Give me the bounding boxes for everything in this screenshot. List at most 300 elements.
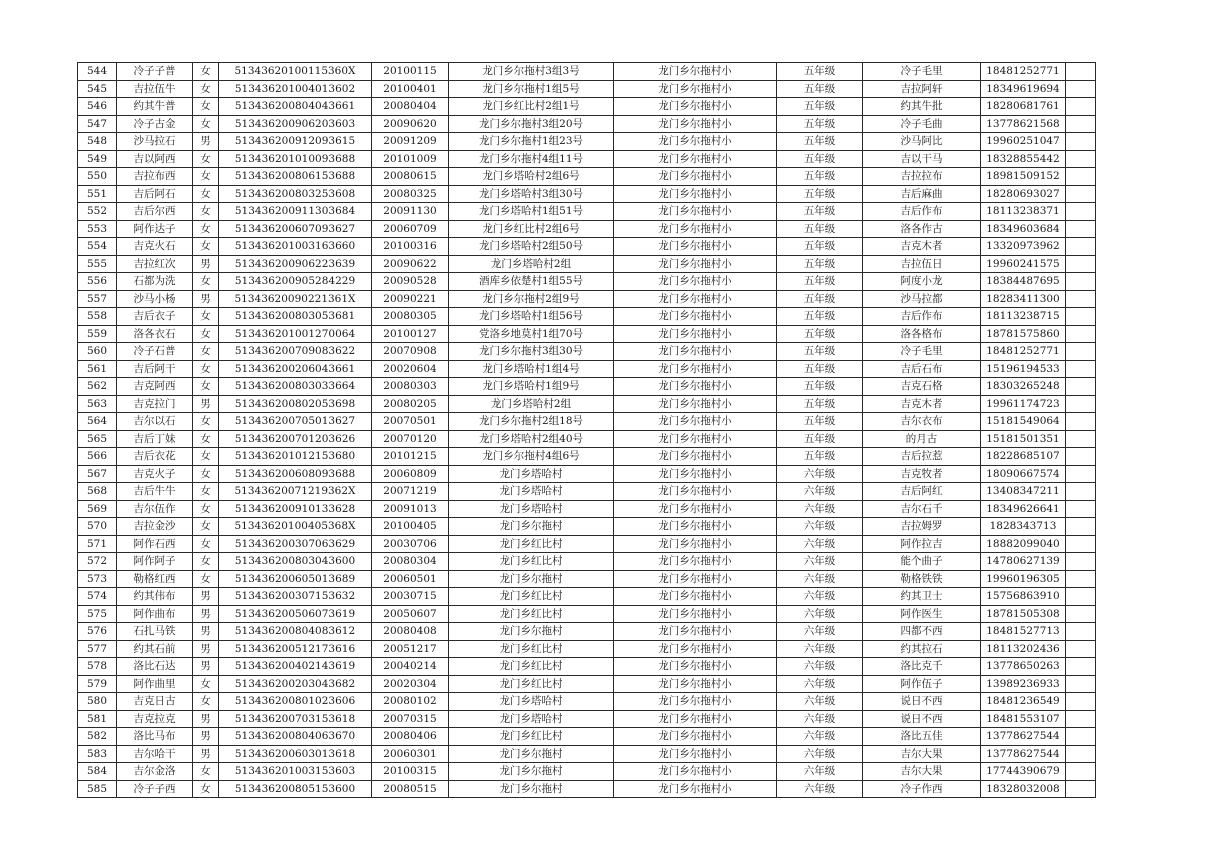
home-address-cell: 龙门乡塔哈村2组 [449,255,614,273]
birth-date-cell: 20080205 [372,395,449,413]
birth-date-cell: 20100127 [372,325,449,343]
guardian-name-cell: 阿作拉吉 [863,535,981,553]
school-cell: 龙门乡尔拖村小 [614,185,777,203]
row-number-cell: 585 [78,780,117,798]
row-number-cell: 554 [78,238,117,256]
phone-number-cell: 13778621568 [981,115,1066,133]
table-row [78,553,1096,571]
blank-cell [1066,115,1096,133]
student-name-cell: 吉拉伍牛 [117,80,193,98]
guardian-name-cell: 说日不西 [863,710,981,728]
id-number-cell: 513436200910133628 [219,500,372,518]
home-address-cell: 龙门乡塔哈村2组6号 [449,168,614,186]
table-row [78,518,1096,536]
blank-cell [1066,203,1096,221]
blank-cell [1066,255,1096,273]
birth-date-cell: 20080615 [372,168,449,186]
table-row [78,693,1096,711]
home-address-cell: 龙门乡尔拖村 [449,763,614,781]
blank-cell [1066,63,1096,81]
guardian-name-cell: 吉后石布 [863,360,981,378]
home-address-cell: 龙门乡尔拖村2组9号 [449,290,614,308]
table-row [78,710,1096,728]
student-name-cell: 约其石前 [117,640,193,658]
gender-cell: 女 [193,203,219,221]
grade-cell: 五年级 [777,220,863,238]
phone-number-cell: 18481236549 [981,693,1066,711]
student-name-cell: 吉后尔西 [117,203,193,221]
birth-date-cell: 20050607 [372,605,449,623]
row-number-cell: 561 [78,360,117,378]
phone-number-cell: 18328032008 [981,780,1066,798]
row-number-cell: 548 [78,133,117,151]
guardian-name-cell: 吉拉阿轩 [863,80,981,98]
phone-number-cell: 18349626641 [981,500,1066,518]
birth-date-cell: 20100316 [372,238,449,256]
school-cell: 龙门乡尔拖村小 [614,255,777,273]
home-address-cell: 龙门乡塔哈村1组51号 [449,203,614,221]
id-number-cell: 513436200805153600 [219,780,372,798]
table-row [78,413,1096,431]
table-row [78,63,1096,81]
student-name-cell: 吉后阿石 [117,185,193,203]
guardian-name-cell: 吉后作布 [863,203,981,221]
home-address-cell: 龙门乡尔拖村 [449,745,614,763]
table-row [78,238,1096,256]
table-row [78,325,1096,343]
table-row [78,588,1096,606]
id-number-cell: 513436200206043661 [219,360,372,378]
row-number-cell: 544 [78,63,117,81]
table-row [78,290,1096,308]
gender-cell: 女 [193,465,219,483]
birth-date-cell: 20091130 [372,203,449,221]
blank-cell [1066,133,1096,151]
phone-number-cell: 18384487695 [981,273,1066,291]
student-name-cell: 吉尔伍作 [117,500,193,518]
phone-number-cell: 15196194533 [981,360,1066,378]
grade-cell: 六年级 [777,500,863,518]
blank-cell [1066,570,1096,588]
home-address-cell: 龙门乡塔哈村1组4号 [449,360,614,378]
table-row [78,763,1096,781]
birth-date-cell: 20090622 [372,255,449,273]
school-cell: 龙门乡尔拖村小 [614,710,777,728]
grade-cell: 五年级 [777,343,863,361]
id-number-cell: 513436200607093627 [219,220,372,238]
guardian-name-cell: 能个曲子 [863,553,981,571]
gender-cell: 女 [193,763,219,781]
student-name-cell: 勒格红西 [117,570,193,588]
phone-number-cell: 18349619694 [981,80,1066,98]
phone-number-cell: 18090667574 [981,465,1066,483]
student-name-cell: 冷子子普 [117,63,193,81]
table-row [78,168,1096,186]
birth-date-cell: 20080515 [372,780,449,798]
guardian-name-cell: 吉尔石千 [863,500,981,518]
id-number-cell: 513436200803053681 [219,308,372,326]
birth-date-cell: 20080406 [372,728,449,746]
table-row [78,395,1096,413]
phone-number-cell: 18781505308 [981,605,1066,623]
school-cell: 龙门乡尔拖村小 [614,658,777,676]
blank-cell [1066,220,1096,238]
home-address-cell: 龙门乡尔拖村 [449,623,614,641]
home-address-cell: 酒库乡依楚村1组55号 [449,273,614,291]
gender-cell: 女 [193,360,219,378]
grade-cell: 五年级 [777,413,863,431]
gender-cell: 女 [193,675,219,693]
school-cell: 龙门乡尔拖村小 [614,448,777,466]
home-address-cell: 龙门乡塔哈村 [449,710,614,728]
gender-cell: 女 [193,238,219,256]
id-number-cell: 513436200906223639 [219,255,372,273]
blank-cell [1066,395,1096,413]
home-address-cell: 龙门乡红比村 [449,553,614,571]
guardian-name-cell: 阿度小龙 [863,273,981,291]
student-name-cell: 阿作达子 [117,220,193,238]
guardian-name-cell: 冷子毛里 [863,63,981,81]
id-number-cell: 513436201012153680 [219,448,372,466]
birth-date-cell: 20060501 [372,570,449,588]
blank-cell [1066,553,1096,571]
student-name-cell: 约其伟布 [117,588,193,606]
row-number-cell: 579 [78,675,117,693]
gender-cell: 男 [193,605,219,623]
row-number-cell: 573 [78,570,117,588]
school-cell: 龙门乡尔拖村小 [614,570,777,588]
school-cell: 龙门乡尔拖村小 [614,290,777,308]
home-address-cell: 龙门乡红比村2组6号 [449,220,614,238]
grade-cell: 五年级 [777,63,863,81]
school-cell: 龙门乡尔拖村小 [614,80,777,98]
student-name-cell: 吉克日古 [117,693,193,711]
row-number-cell: 584 [78,763,117,781]
gender-cell: 男 [193,588,219,606]
student-name-cell: 吉后阿干 [117,360,193,378]
id-number-cell: 51343620100115360X [219,63,372,81]
gender-cell: 男 [193,640,219,658]
school-cell: 龙门乡尔拖村小 [614,325,777,343]
id-number-cell: 513436201003163660 [219,238,372,256]
blank-cell [1066,728,1096,746]
row-number-cell: 566 [78,448,117,466]
student-name-cell: 吉拉布西 [117,168,193,186]
birth-date-cell: 20070120 [372,430,449,448]
grade-cell: 五年级 [777,395,863,413]
grade-cell: 六年级 [777,465,863,483]
row-number-cell: 546 [78,98,117,116]
birth-date-cell: 20030706 [372,535,449,553]
guardian-name-cell: 约其牛批 [863,98,981,116]
grade-cell: 五年级 [777,98,863,116]
grade-cell: 五年级 [777,378,863,396]
grade-cell: 五年级 [777,80,863,98]
school-cell: 龙门乡尔拖村小 [614,378,777,396]
blank-cell [1066,413,1096,431]
row-number-cell: 578 [78,658,117,676]
row-number-cell: 555 [78,255,117,273]
row-number-cell: 580 [78,693,117,711]
row-number-cell: 582 [78,728,117,746]
phone-number-cell: 18283411300 [981,290,1066,308]
student-name-cell: 冷子古金 [117,115,193,133]
birth-date-cell: 20100115 [372,63,449,81]
blank-cell [1066,483,1096,501]
guardian-name-cell: 约其拉石 [863,640,981,658]
row-number-cell: 570 [78,518,117,536]
blank-cell [1066,535,1096,553]
phone-number-cell: 13989236933 [981,675,1066,693]
birth-date-cell: 20060709 [372,220,449,238]
row-number-cell: 577 [78,640,117,658]
home-address-cell: 龙门乡尔拖村3组20号 [449,115,614,133]
id-number-cell: 513436200911303684 [219,203,372,221]
gender-cell: 女 [193,80,219,98]
school-cell: 龙门乡尔拖村小 [614,605,777,623]
guardian-name-cell: 勒格铁铁 [863,570,981,588]
home-address-cell: 龙门乡红比村 [449,535,614,553]
table-row [78,273,1096,291]
birth-date-cell: 20040214 [372,658,449,676]
grade-cell: 五年级 [777,238,863,256]
blank-cell [1066,745,1096,763]
school-cell: 龙门乡尔拖村小 [614,430,777,448]
grade-cell: 五年级 [777,185,863,203]
birth-date-cell: 20020604 [372,360,449,378]
row-number-cell: 568 [78,483,117,501]
phone-number-cell: 18349603684 [981,220,1066,238]
gender-cell: 女 [193,448,219,466]
home-address-cell: 龙门乡塔哈村 [449,483,614,501]
phone-number-cell: 18303265248 [981,378,1066,396]
student-name-cell: 吉克拉门 [117,395,193,413]
school-cell: 龙门乡尔拖村小 [614,518,777,536]
school-cell: 龙门乡尔拖村小 [614,745,777,763]
grade-cell: 六年级 [777,693,863,711]
table-row [78,500,1096,518]
birth-date-cell: 20020304 [372,675,449,693]
home-address-cell: 龙门乡尔拖村 [449,780,614,798]
blank-cell [1066,623,1096,641]
row-number-cell: 558 [78,308,117,326]
blank-cell [1066,238,1096,256]
blank-cell [1066,588,1096,606]
birth-date-cell: 20100315 [372,763,449,781]
grade-cell: 六年级 [777,570,863,588]
birth-date-cell: 20080305 [372,308,449,326]
gender-cell: 男 [193,745,219,763]
home-address-cell: 龙门乡红比村 [449,605,614,623]
phone-number-cell: 13778627544 [981,745,1066,763]
id-number-cell: 513436201003153603 [219,763,372,781]
birth-date-cell: 20101009 [372,150,449,168]
table-row [78,640,1096,658]
school-cell: 龙门乡尔拖村小 [614,115,777,133]
student-name-cell: 沙马拉石 [117,133,193,151]
phone-number-cell: 18781575860 [981,325,1066,343]
phone-number-cell: 14780627139 [981,553,1066,571]
row-number-cell: 563 [78,395,117,413]
guardian-name-cell: 吉克牧者 [863,465,981,483]
phone-number-cell: 18882099040 [981,535,1066,553]
home-address-cell: 龙门乡尔拖村4组11号 [449,150,614,168]
grade-cell: 六年级 [777,588,863,606]
birth-date-cell: 20070315 [372,710,449,728]
blank-cell [1066,98,1096,116]
guardian-name-cell: 吉克木者 [863,238,981,256]
student-name-cell: 吉拉红次 [117,255,193,273]
gender-cell: 男 [193,290,219,308]
birth-date-cell: 20100401 [372,80,449,98]
phone-number-cell: 15181549064 [981,413,1066,431]
phone-number-cell: 18113238715 [981,308,1066,326]
row-number-cell: 564 [78,413,117,431]
guardian-name-cell: 冷子作西 [863,780,981,798]
grade-cell: 五年级 [777,430,863,448]
table-body [78,63,1096,798]
school-cell: 龙门乡尔拖村小 [614,535,777,553]
school-cell: 龙门乡尔拖村小 [614,203,777,221]
phone-number-cell: 18481553107 [981,710,1066,728]
birth-date-cell: 20051217 [372,640,449,658]
home-address-cell: 龙门乡尔拖村3组3号 [449,63,614,81]
birth-date-cell: 20080404 [372,98,449,116]
table-row [78,780,1096,798]
row-number-cell: 557 [78,290,117,308]
table-row [78,745,1096,763]
birth-date-cell: 20090221 [372,290,449,308]
guardian-name-cell: 吉后阿红 [863,483,981,501]
student-name-cell: 阿作曲布 [117,605,193,623]
blank-cell [1066,273,1096,291]
id-number-cell: 513436200203043682 [219,675,372,693]
birth-date-cell: 20090528 [372,273,449,291]
row-number-cell: 559 [78,325,117,343]
phone-number-cell: 15756863910 [981,588,1066,606]
row-number-cell: 581 [78,710,117,728]
row-number-cell: 552 [78,203,117,221]
grade-cell: 六年级 [777,640,863,658]
row-number-cell: 547 [78,115,117,133]
blank-cell [1066,465,1096,483]
id-number-cell: 513436200803043600 [219,553,372,571]
id-number-cell: 513436200803033664 [219,378,372,396]
school-cell: 龙门乡尔拖村小 [614,360,777,378]
table-row [78,605,1096,623]
table-row [78,343,1096,361]
grade-cell: 六年级 [777,535,863,553]
school-cell: 龙门乡尔拖村小 [614,780,777,798]
birth-date-cell: 20100405 [372,518,449,536]
guardian-name-cell: 吉后作布 [863,308,981,326]
gender-cell: 女 [193,780,219,798]
gender-cell: 女 [193,553,219,571]
gender-cell: 男 [193,623,219,641]
id-number-cell: 513436200608093688 [219,465,372,483]
birth-date-cell: 20080303 [372,378,449,396]
birth-date-cell: 20071219 [372,483,449,501]
student-name-cell: 吉克拉克 [117,710,193,728]
school-cell: 龙门乡尔拖村小 [614,308,777,326]
row-number-cell: 576 [78,623,117,641]
guardian-name-cell: 吉后拉惹 [863,448,981,466]
grade-cell: 六年级 [777,483,863,501]
guardian-name-cell: 沙马阿比 [863,133,981,151]
guardian-name-cell: 吉拉伍日 [863,255,981,273]
id-number-cell: 513436200705013627 [219,413,372,431]
table-row [78,308,1096,326]
home-address-cell: 龙门乡红比村 [449,728,614,746]
grade-cell: 六年级 [777,675,863,693]
guardian-name-cell: 洛比五佳 [863,728,981,746]
student-name-cell: 吉克阿西 [117,378,193,396]
phone-number-cell: 18113238371 [981,203,1066,221]
school-cell: 龙门乡尔拖村小 [614,623,777,641]
birth-date-cell: 20030715 [372,588,449,606]
student-name-cell: 阿作阿子 [117,553,193,571]
student-name-cell: 吉后牛牛 [117,483,193,501]
blank-cell [1066,518,1096,536]
home-address-cell: 龙门乡红比村 [449,588,614,606]
phone-number-cell: 18481252771 [981,343,1066,361]
table-row [78,98,1096,116]
guardian-name-cell: 洛各作古 [863,220,981,238]
row-number-cell: 572 [78,553,117,571]
school-cell: 龙门乡尔拖村小 [614,588,777,606]
table-row [78,675,1096,693]
phone-number-cell: 15181501351 [981,430,1066,448]
id-number-cell: 513436201004013602 [219,80,372,98]
table-row [78,728,1096,746]
blank-cell [1066,500,1096,518]
guardian-name-cell: 吉后麻曲 [863,185,981,203]
student-name-cell: 吉尔金洛 [117,763,193,781]
blank-cell [1066,168,1096,186]
gender-cell: 男 [193,255,219,273]
home-address-cell: 龙门乡尔拖村 [449,570,614,588]
gender-cell: 女 [193,518,219,536]
grade-cell: 五年级 [777,203,863,221]
grade-cell: 五年级 [777,448,863,466]
id-number-cell: 513436200804083612 [219,623,372,641]
birth-date-cell: 20080325 [372,185,449,203]
phone-number-cell: 18113202436 [981,640,1066,658]
guardian-name-cell: 吉拉姆罗 [863,518,981,536]
blank-cell [1066,780,1096,798]
id-number-cell: 513436200906203603 [219,115,372,133]
row-number-cell: 549 [78,150,117,168]
gender-cell: 男 [193,658,219,676]
grade-cell: 六年级 [777,780,863,798]
student-name-cell: 吉后衣花 [117,448,193,466]
id-number-cell: 513436200512173616 [219,640,372,658]
birth-date-cell: 20091013 [372,500,449,518]
id-number-cell: 51343620071219362X [219,483,372,501]
home-address-cell: 龙门乡塔哈村 [449,500,614,518]
guardian-name-cell: 的月古 [863,430,981,448]
gender-cell: 女 [193,535,219,553]
blank-cell [1066,378,1096,396]
school-cell: 龙门乡尔拖村小 [614,238,777,256]
row-number-cell: 565 [78,430,117,448]
school-cell: 龙门乡尔拖村小 [614,483,777,501]
id-number-cell: 513436200709083622 [219,343,372,361]
id-number-cell: 513436201010093688 [219,150,372,168]
blank-cell [1066,658,1096,676]
row-number-cell: 567 [78,465,117,483]
school-cell: 龙门乡尔拖村小 [614,465,777,483]
